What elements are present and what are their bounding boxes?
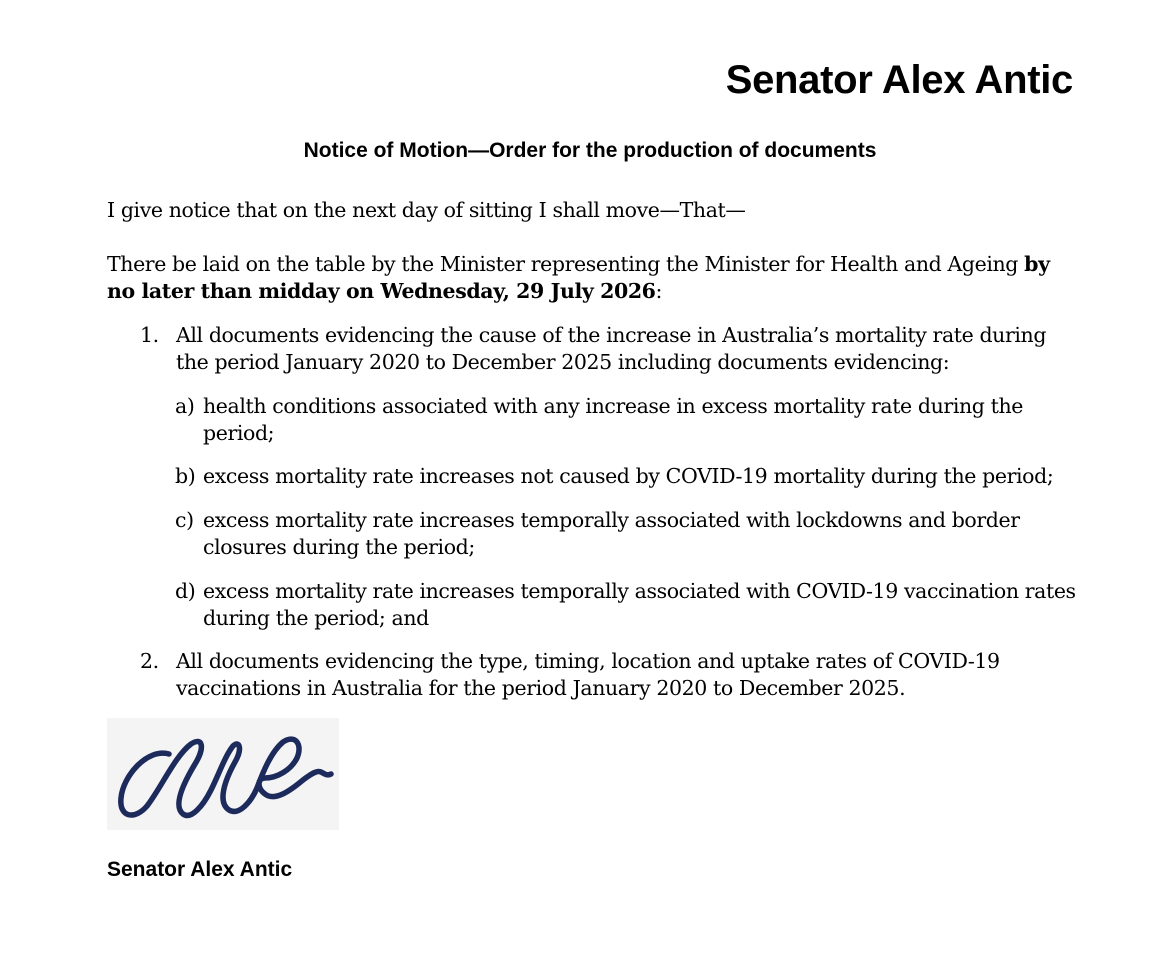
sub-item-letter: a) — [175, 394, 195, 418]
intro-paragraph: I give notice that on the next day of sitting I shall move—That— — [107, 198, 746, 222]
sub-item-text: health conditions associated with any increase in excess mortality rate during the period; — [203, 394, 1024, 445]
list-item-2 — [107, 648, 1077, 702]
sub-item-a — [107, 393, 1077, 447]
sub-item-b — [107, 463, 1077, 490]
tabling-paragraph — [107, 251, 1077, 305]
sub-item-c — [107, 507, 1077, 561]
list-item-number: 2. — [140, 649, 159, 673]
list-item-text: All documents evidencing the cause of the increase in Australia’s mortality rate during the period January 2020 to December 2025 including documents evidencing: — [176, 323, 1047, 374]
sub-item-letter: c) — [175, 508, 194, 532]
signature-icon — [107, 718, 339, 830]
list-item-1 — [107, 322, 1077, 376]
sub-item-text: excess mortality rate increases temporally associated with lockdowns and border closures during the period; — [203, 508, 1020, 559]
sub-item-text: excess mortality rate increases not caused by COVID-19 mortality during the period; — [203, 464, 1054, 488]
tabling-deadline: by no later than midday on Wednesday, 29 July 2026 — [107, 252, 1050, 303]
sub-item-d — [107, 578, 1077, 632]
sub-item-letter: b) — [175, 464, 196, 488]
list-item-number: 1. — [140, 323, 159, 347]
sub-item-letter: d) — [175, 579, 196, 603]
list-item-text: All documents evidencing the type, timing, location and uptake rates of COVID-19 vaccinations in Australia for the period January 2020 to December 2025. — [176, 649, 1000, 700]
signature — [107, 718, 339, 830]
motion-title: Notice of Motion—Order for the production of documents — [303, 139, 877, 162]
signatory-name: Senator Alex Antic — [107, 858, 293, 881]
tabling-text: There be laid on the table by the Minister representing the Minister for Health and Ageing — [107, 252, 1025, 276]
header-senator-name: Senator Alex Antic — [725, 58, 1073, 102]
sub-item-text: excess mortality rate increases temporally associated with COVID-19 vaccination rates during the period; and — [203, 579, 1076, 630]
tabling-suffix: : — [655, 279, 663, 303]
